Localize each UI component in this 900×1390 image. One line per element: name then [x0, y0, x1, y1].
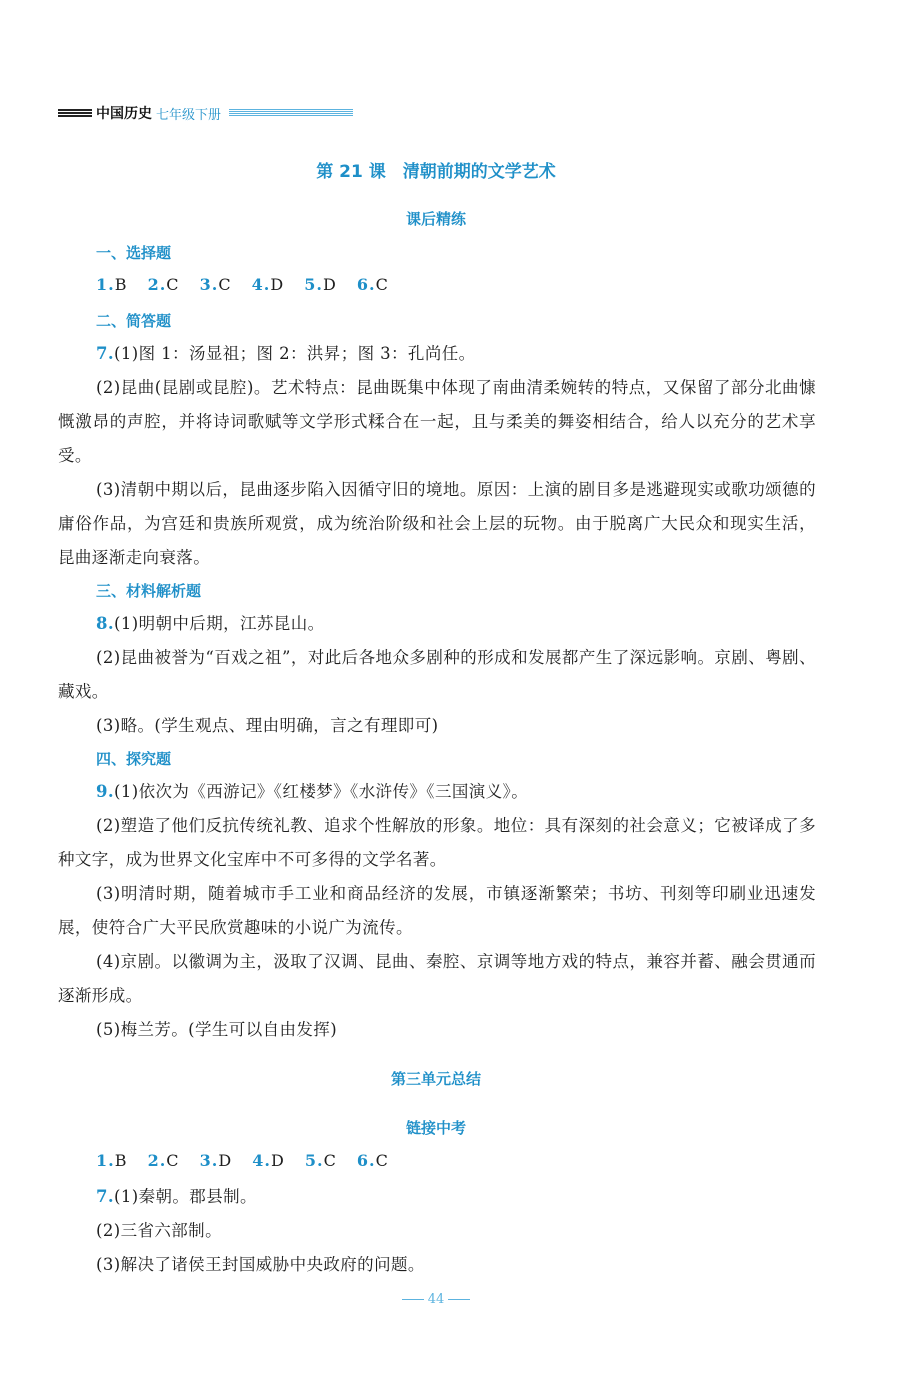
answer-item: 2.C — [147, 275, 180, 294]
exam-choice-answers — [96, 1151, 389, 1170]
answer-item: 2.C — [147, 1151, 180, 1170]
answer-item: 6.C — [356, 1151, 389, 1170]
answer-item: 3.C — [199, 275, 232, 294]
header-subject: 中国历史 — [96, 106, 152, 122]
q7-part1: 7.(1)图 1：汤显祖；图 2：洪昇；图 3：孔尚任。 — [96, 344, 476, 363]
answer-item: 5.D — [304, 275, 337, 294]
q7-part3: (3)清朝中期以后，昆曲逐步陷入因循守旧的境地。原因：上演的剧目多是逃避现实或歌功颂德的庸俗作品，为宫廷和贵族所观赏，成为统治阶级和社会上层的玩物。由于脱离广大民众和现实生活，昆曲逐渐走向衰落。 — [58, 480, 816, 567]
q9-part5: (5)梅兰芳。(学生可以自由发挥) — [96, 1020, 338, 1039]
running-header — [58, 104, 353, 122]
q8-part1: 8.(1)明朝中后期，江苏昆山。 — [96, 614, 325, 633]
q7-part2: (2)昆曲(昆剧或昆腔)。艺术特点：昆曲既集中体现了南曲清柔婉转的特点，又保留了部分北曲慷慨激昂的声腔，并将诗词歌赋等文学形式糅合在一起，且与柔美的舞姿相结合，给人以充分的艺术享受。 — [58, 378, 816, 465]
unit-summary-title: 第三单元总结 — [390, 1070, 481, 1088]
exam-q7-part3: (3)解决了诸侯王封国威胁中央政府的问题。 — [96, 1255, 425, 1274]
section-heading-choice: 一、选择题 — [96, 244, 172, 262]
lesson-title: 第 21 课 清朝前期的文学艺术 — [316, 162, 556, 182]
exam-q7-part2: (2)三省六部制。 — [96, 1221, 222, 1240]
exam-q7-part1: 7.(1)秦朝。郡县制。 — [96, 1187, 257, 1206]
section-heading-inquiry: 四、探究题 — [96, 750, 172, 768]
header-grade: 七年级下册 — [156, 107, 222, 123]
section-title-practice: 课后精练 — [405, 210, 466, 228]
answer-item: 4.D — [252, 1151, 285, 1170]
q9-part3: (3)明清时期，随着城市手工业和商品经济的发展，市镇逐渐繁荣；书坊、刊刻等印刷业迅速发展，使符合广大平民欣赏趣味的小说广为流传。 — [58, 884, 816, 937]
section-title-exam-link: 链接中考 — [405, 1119, 466, 1137]
header-bar-decoration — [58, 109, 92, 117]
answer-item: 4.D — [251, 275, 285, 294]
answer-item: 3.D — [199, 1151, 233, 1170]
answer-item: 6.C — [356, 275, 389, 294]
section-heading-material: 三、材料解析题 — [96, 582, 202, 600]
answer-item: 1.B — [96, 1151, 128, 1170]
q8-part3: (3)略。(学生观点、理由明确，言之有理即可) — [96, 716, 439, 735]
header-stripe-decoration — [229, 109, 353, 117]
page-number: 44 — [0, 1292, 872, 1307]
q9-part4: (4)京剧。以徽调为主，汲取了汉调、昆曲、秦腔、京调等地方戏的特点，兼容并蓄、融会贯通而逐渐形成。 — [58, 952, 816, 1005]
answer-item: 1.B — [96, 275, 128, 294]
q8-part2: (2)昆曲被誉为“百戏之祖”，对此后各地众多剧种的形成和发展都产生了深远影响。京剧、粤剧、藏戏。 — [58, 648, 816, 701]
q9-part2: (2)塑造了他们反抗传统礼教、追求个性解放的形象。地位：具有深刻的社会意义；它被译成了多种文字，成为世界文化宝库中不可多得的文学名著。 — [58, 816, 816, 869]
answer-item: 5.C — [304, 1151, 337, 1170]
choice-answers — [96, 275, 389, 294]
q9-part1: 9.(1)依次为《西游记》《红楼梦》《水浒传》《三国演义》。 — [96, 782, 529, 801]
section-heading-short-answer: 二、简答题 — [96, 312, 172, 330]
